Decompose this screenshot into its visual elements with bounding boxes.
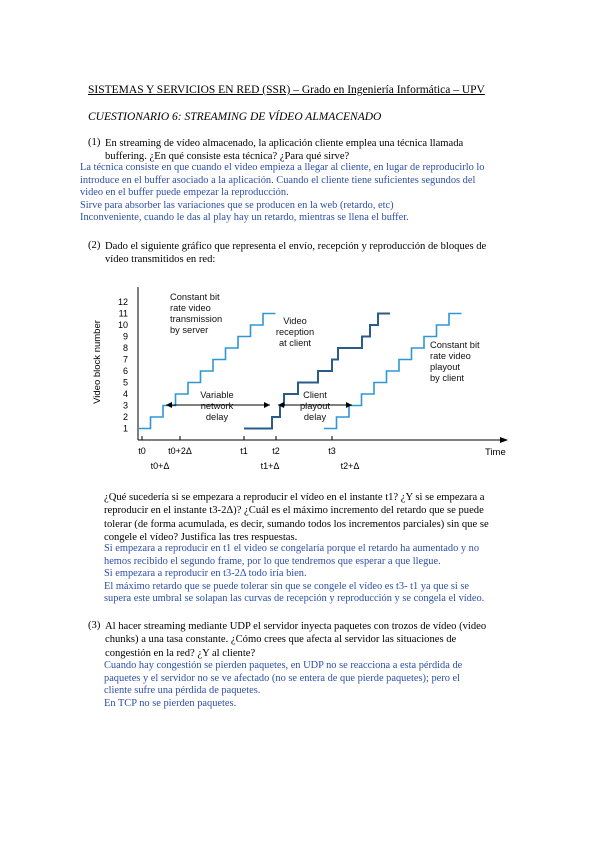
answer-3-line: Cuando hay congestión se pierden paquetes, en UDP no se reacciona a esta pérdida de — [104, 660, 463, 671]
answer-2-line: supera este umbral se solapan las curvas de recepción y reproducción y se congela el vídeo. — [104, 593, 485, 605]
answer-1-line: introduce en el buffer asociado a la aplicación. Cuando el cliente tiene suficientes segundos del — [80, 174, 476, 186]
question-2-subline: ¿Qué sucedería si se empezara a reproducir el vídeo en el instante t1? ¿Y si se empezara a — [104, 492, 485, 503]
annotation-cbr-playout: playout — [430, 362, 460, 372]
answer-2-line: hemos recibido el segundo frame, por lo que tendremos que esperar a que llegue. — [104, 555, 441, 567]
answer-1-line: La técnica consiste en que cuando el video empieza a llegar al cliente, en lugar de reproducirlo lo — [80, 162, 485, 173]
question-3-line: chunks) a una tasa constante. ¿Cómo crees que afecta al servidor las situaciones de — [105, 634, 457, 646]
annotation-playout-delay: playout — [300, 401, 330, 411]
answer-2-line: El máximo retardo que se puede tolerar sin que se congele el vídeo es t3- t1 ya que si se — [104, 580, 469, 592]
y-tick-labels — [118, 297, 128, 434]
question-1-text — [105, 137, 510, 164]
document-subtitle: CUESTIONARIO 6: STREAMING DE VÍDEO ALMACENADO — [88, 111, 382, 123]
chart-annotations — [170, 292, 480, 422]
y-tick-label: 4 — [122, 389, 128, 399]
x-axis-label: Time — [485, 447, 506, 458]
answer-2-line: Si empezara a reproducir en t3-2Δ todo iría bien. — [104, 568, 307, 580]
answer-3 — [104, 660, 514, 710]
answer-1-line: video en el buffer puede empezar la reproducción. — [80, 187, 289, 199]
y-tick-label: 12 — [117, 297, 128, 307]
arrow-head — [264, 402, 270, 408]
answer-3-line: paquetes y el servidor no se ve afectado (no se entera de que pierde paquetes); pero el — [104, 672, 461, 684]
question-2-subline: congele el vídeo? Justifica las tres respuestas. — [104, 531, 298, 543]
annotation-network-delay: delay — [205, 412, 229, 422]
annotation-received: Video — [283, 316, 307, 326]
question-3-number: (3) — [88, 620, 101, 631]
question-3-text — [105, 620, 515, 660]
y-tick-label: 3 — [122, 400, 128, 411]
y-tick-label: 5 — [122, 377, 128, 388]
y-tick-label: 1 — [122, 423, 128, 434]
question-1-number: (1) — [88, 137, 101, 148]
annotation-cbr-playout: by client — [430, 373, 465, 383]
question-2-number: (2) — [88, 240, 101, 251]
y-tick-label: 2 — [122, 412, 128, 422]
y-tick-label: 7 — [122, 354, 128, 365]
annotation-received: reception — [275, 327, 315, 337]
y-tick-label: 10 — [117, 320, 128, 330]
x-tick-labels — [138, 436, 359, 471]
x-tick-label: t0+2Δ — [168, 446, 192, 456]
question-3-line: Al hacer streaming mediante UDP el servidor inyecta paquetes con trozos de vídeo (video — [105, 621, 487, 632]
x-tick-label: t0+Δ — [150, 461, 170, 471]
question-3-line: congestión en la red? ¿Y al cliente? — [105, 647, 256, 659]
question-2-line: vídeo transmitidos en red: — [105, 254, 216, 266]
x-tick-label: t0 — [138, 446, 146, 456]
annotation-network-delay: Variable — [200, 390, 234, 400]
annotation-cbr-playout: Constant bit — [430, 340, 480, 350]
y-tick-label: 6 — [122, 366, 128, 376]
annotation-cbr-sent: Constant bit — [170, 292, 220, 302]
annotation-received: at client — [278, 338, 312, 348]
annotation-cbr-sent: transmission — [170, 314, 223, 324]
answer-3-line: cliente sufre una pérdida de paquetes. — [104, 685, 261, 697]
question-2-line: Dado el siguiente gráfico que representa el envío, recepción y reproducción de bloques de — [105, 241, 487, 252]
annotation-cbr-sent: rate video — [170, 303, 211, 313]
annotation-playout-delay: Client — [303, 390, 327, 400]
video-playout-chart — [80, 282, 520, 482]
question-2-text — [105, 240, 515, 267]
document-title: SISTEMAS Y SERVICIOS EN RED (SSR) – Grado en Ingeniería Informática – UPV — [88, 84, 485, 96]
answer-1 — [80, 162, 520, 225]
question-2-subline: tolerar (de forma acumulada, es decir, sumando todos los incrementos parciales) sin que se — [104, 518, 489, 530]
question-2-subquestion — [104, 491, 514, 544]
annotation-cbr-playout: rate video — [430, 351, 471, 361]
answer-1-line: Inconveniente, cuando le das al play hay un retardo, mientras se llena el buffer. — [80, 212, 409, 224]
annotation-network-delay: network — [200, 401, 234, 411]
y-tick-label: 11 — [118, 308, 128, 319]
question-1-line: buffering. ¿En qué consiste esta técnica? ¿Para qué sirve? — [105, 151, 350, 163]
x-tick-label: t1+Δ — [260, 461, 280, 471]
answer-3-line: En TCP no se pierden paquetes. — [104, 697, 237, 709]
annotation-cbr-sent: by server — [170, 325, 209, 335]
y-tick-label: 8 — [122, 343, 128, 353]
x-tick-label: t1 — [240, 446, 248, 456]
arrow-head — [166, 402, 172, 408]
y-tick-label: 9 — [122, 331, 128, 342]
y-axis-label: Video block number — [92, 320, 103, 404]
x-axis-arrow — [500, 437, 508, 443]
x-tick-label: t2 — [272, 446, 280, 456]
x-tick-label: t2+Δ — [340, 461, 360, 471]
x-tick-label: t3 — [328, 446, 336, 456]
question-2-subline: reproducir en el instante t3-2Δ)? ¿Cuál es el máximo incremento del retardo que se puede — [104, 505, 484, 517]
annotation-playout-delay: delay — [303, 412, 327, 422]
answer-1-line: Sirve para absorber las variaciones que se producen en la web (retardo, etc) — [80, 199, 394, 211]
answer-2 — [104, 543, 514, 606]
answer-2-line: Si empezara a reproducir en t1 el video se congelaría porque el retardo ha aumentado y no — [104, 543, 480, 554]
question-1-line: En streaming de vídeo almacenado, la aplicación cliente emplea una técnica llamada — [105, 138, 464, 149]
